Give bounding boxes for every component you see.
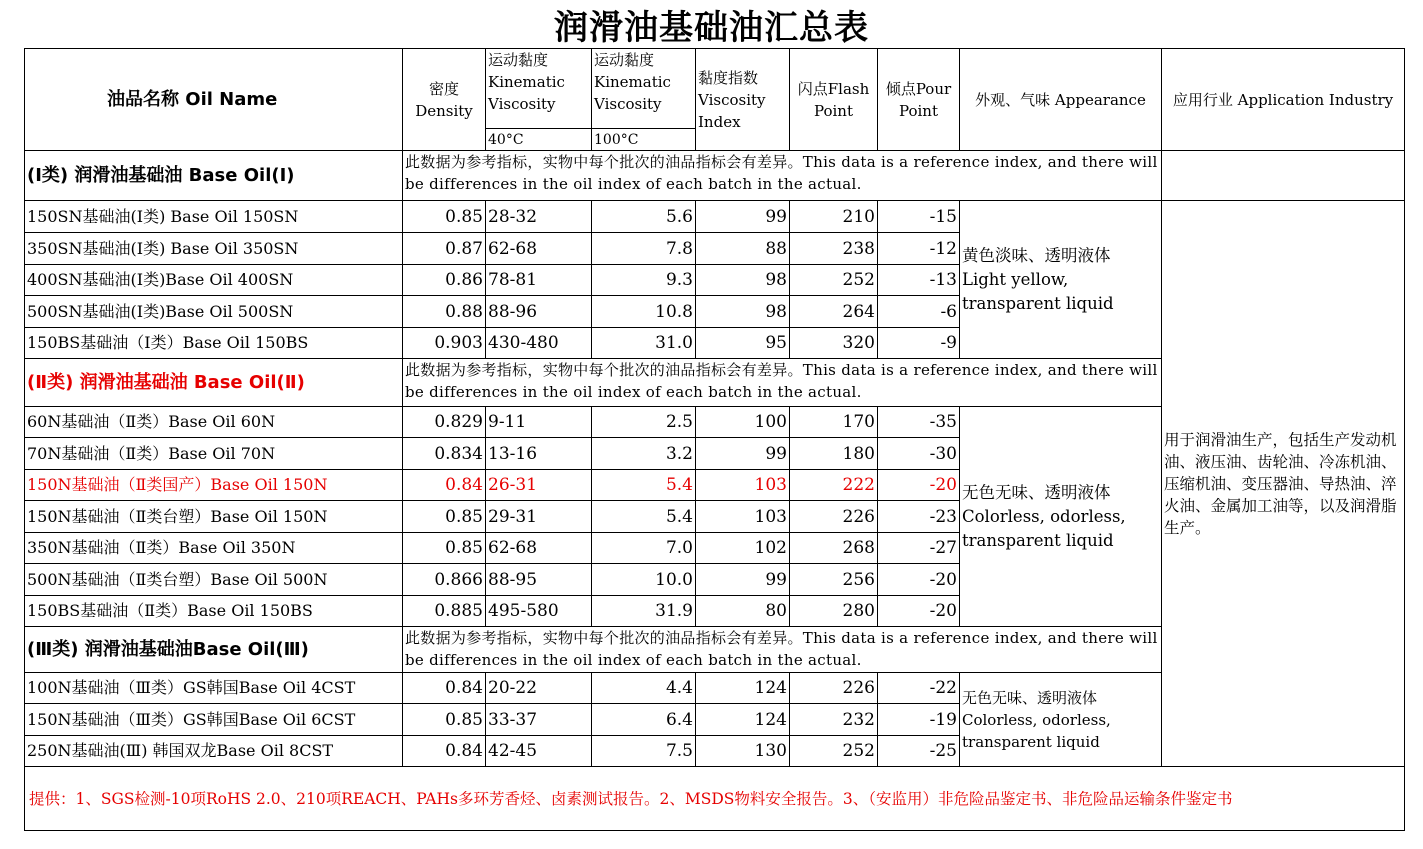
flash-point-cell: 238: [790, 233, 878, 265]
page-title: 润滑油基础油汇总表: [554, 8, 869, 48]
kv40-cell: 13-16: [486, 438, 592, 470]
kv40-cell: 430-480: [486, 328, 592, 359]
oil-name-cell: 400SN基础油(Ⅰ类)Base Oil 400SN: [25, 265, 403, 296]
kv40-cell: 28-32: [486, 201, 592, 233]
base-oil-table: [24, 48, 1405, 831]
oil-name-cell: 150BS基础油（Ⅰ类）Base Oil 150BS: [25, 328, 403, 359]
kv100-cell: 2.5: [592, 407, 696, 438]
density-cell: 0.866: [403, 564, 486, 596]
pour-point-cell: -25: [878, 736, 960, 767]
viscosity-index-cell: 124: [696, 704, 790, 736]
density-cell: 0.903: [403, 328, 486, 359]
oil-name-cell: 100N基础油（Ⅲ类）GS韩国Base Oil 4CST: [25, 673, 403, 704]
kv40-cell: 62-68: [486, 533, 592, 564]
kv40-cell: 42-45: [486, 736, 592, 767]
header-row: [25, 49, 1405, 129]
pour-point-cell: -13: [878, 265, 960, 296]
header-viscosity-index: 黏度指数 Viscosity Index: [696, 49, 790, 151]
header-application-industry: 应用行业 Application Industry: [1162, 49, 1405, 151]
density-cell: 0.86: [403, 265, 486, 296]
kv100-cell: 5.4: [592, 470, 696, 501]
kv100-cell: 3.2: [592, 438, 696, 470]
reference-note: 此数据为参考指标，实物中每个批次的油品指标会有差异。This data is a reference index, and there will be differences in the oil index of each batch in the actual.: [403, 151, 1162, 201]
kv100-cell: 6.4: [592, 704, 696, 736]
kv40-cell: 88-95: [486, 564, 592, 596]
density-cell: 0.834: [403, 438, 486, 470]
oil-name-cell: 150SN基础油(Ⅰ类) Base Oil 150SN: [25, 201, 403, 233]
density-cell: 0.85: [403, 501, 486, 533]
reference-note: 此数据为参考指标，实物中每个批次的油品指标会有差异。This data is a reference index, and there will be differences in the oil index of each batch in the actual.: [403, 627, 1162, 673]
kv40-cell: 62-68: [486, 233, 592, 265]
kv40-cell: 26-31: [486, 470, 592, 501]
viscosity-index-cell: 100: [696, 407, 790, 438]
oil-name-cell: 500N基础油（Ⅱ类台塑）Base Oil 500N: [25, 564, 403, 596]
density-cell: 0.85: [403, 704, 486, 736]
oil-name-cell: 150BS基础油（Ⅱ类）Base Oil 150BS: [25, 596, 403, 627]
kv40-cell: 20-22: [486, 673, 592, 704]
header-kv100: 运动黏度 Kinematic Viscosity: [592, 49, 696, 129]
pour-point-cell: -23: [878, 501, 960, 533]
pour-point-cell: -30: [878, 438, 960, 470]
viscosity-index-cell: 80: [696, 596, 790, 627]
density-cell: 0.84: [403, 470, 486, 501]
kv40-cell: 33-37: [486, 704, 592, 736]
header-kv40-unit: 40°C: [486, 129, 592, 151]
oil-name-cell: 60N基础油（Ⅱ类）Base Oil 60N: [25, 407, 403, 438]
oil-name-cell: 150N基础油（Ⅱ类国产）Base Oil 150N: [25, 470, 403, 501]
viscosity-index-cell: 98: [696, 265, 790, 296]
kv100-cell: 31.9: [592, 596, 696, 627]
density-cell: 0.88: [403, 296, 486, 328]
kv40-cell: 495-580: [486, 596, 592, 627]
viscosity-index-cell: 99: [696, 201, 790, 233]
flash-point-cell: 180: [790, 438, 878, 470]
flash-point-cell: 268: [790, 533, 878, 564]
density-cell: 0.84: [403, 673, 486, 704]
oil-name-cell: 150N基础油（Ⅱ类台塑）Base Oil 150N: [25, 501, 403, 533]
viscosity-index-cell: 130: [696, 736, 790, 767]
header-pour-point: 倾点Pour Point: [878, 49, 960, 151]
group-title: (Ⅱ类) 润滑油基础油 Base Oil(Ⅱ): [25, 359, 403, 407]
header-oil-name: 油品名称 Oil Name: [25, 49, 403, 151]
pour-point-cell: -12: [878, 233, 960, 265]
pour-point-cell: -35: [878, 407, 960, 438]
group-header-row: [25, 151, 1405, 201]
flash-point-cell: 210: [790, 201, 878, 233]
kv100-cell: 5.4: [592, 501, 696, 533]
flash-point-cell: 232: [790, 704, 878, 736]
density-cell: 0.84: [403, 736, 486, 767]
pour-point-cell: -20: [878, 564, 960, 596]
application-industry-cell: 用于润滑油生产，包括生产发动机油、液压油、齿轮油、冷冻机油、压缩机油、变压器油、导热油、淬火油、金属加工油等，以及润滑脂生产。: [1162, 201, 1405, 767]
kv100-cell: 7.0: [592, 533, 696, 564]
appearance-cell: 无色无味、透明液体 Colorless, odorless, transparent liquid: [960, 673, 1162, 767]
viscosity-index-cell: 88: [696, 233, 790, 265]
viscosity-index-cell: 103: [696, 470, 790, 501]
viscosity-index-cell: 102: [696, 533, 790, 564]
viscosity-index-cell: 95: [696, 328, 790, 359]
kv40-cell: 88-96: [486, 296, 592, 328]
flash-point-cell: 256: [790, 564, 878, 596]
viscosity-index-cell: 98: [696, 296, 790, 328]
kv100-cell: 9.3: [592, 265, 696, 296]
kv100-cell: 10.0: [592, 564, 696, 596]
header-kv100-unit: 100°C: [592, 129, 696, 151]
pour-point-cell: -20: [878, 596, 960, 627]
viscosity-index-cell: 99: [696, 564, 790, 596]
flash-point-cell: 252: [790, 736, 878, 767]
kv40-cell: 9-11: [486, 407, 592, 438]
kv40-cell: 78-81: [486, 265, 592, 296]
flash-point-cell: 320: [790, 328, 878, 359]
footer-note: 提供：1、SGS检测-10项RoHS 2.0、210项REACH、PAHs多环芳香烃、卤素测试报告。2、MSDS物料安全报告。3、（安监用）非危险品鉴定书、非危险品运输条件鉴定书: [25, 767, 1405, 831]
flash-point-cell: 280: [790, 596, 878, 627]
pour-point-cell: -22: [878, 673, 960, 704]
flash-point-cell: 226: [790, 673, 878, 704]
industry-blank-cell: [1162, 151, 1405, 201]
appearance-cell: 无色无味、透明液体 Colorless, odorless, transparent liquid: [960, 407, 1162, 627]
flash-point-cell: 264: [790, 296, 878, 328]
pour-point-cell: -27: [878, 533, 960, 564]
density-cell: 0.885: [403, 596, 486, 627]
oil-name-cell: 350SN基础油(Ⅰ类) Base Oil 350SN: [25, 233, 403, 265]
density-cell: 0.85: [403, 201, 486, 233]
pour-point-cell: -9: [878, 328, 960, 359]
kv100-cell: 10.8: [592, 296, 696, 328]
kv100-cell: 7.8: [592, 233, 696, 265]
kv100-cell: 4.4: [592, 673, 696, 704]
reference-note: 此数据为参考指标，实物中每个批次的油品指标会有差异。This data is a reference index, and there will be differences in the oil index of each batch in the actual.: [403, 359, 1162, 407]
viscosity-index-cell: 99: [696, 438, 790, 470]
oil-name-cell: 500SN基础油(Ⅰ类)Base Oil 500SN: [25, 296, 403, 328]
pour-point-cell: -15: [878, 201, 960, 233]
density-cell: 0.829: [403, 407, 486, 438]
pour-point-cell: -20: [878, 470, 960, 501]
pour-point-cell: -19: [878, 704, 960, 736]
oil-name-cell: 250N基础油(Ⅲ) 韩国双龙Base Oil 8CST: [25, 736, 403, 767]
kv100-cell: 7.5: [592, 736, 696, 767]
group-title: (Ⅰ类) 润滑油基础油 Base Oil(Ⅰ): [25, 151, 403, 201]
table-row: [25, 201, 1405, 233]
pour-point-cell: -6: [878, 296, 960, 328]
header-flash-point: 闪点Flash Point: [790, 49, 878, 151]
density-cell: 0.85: [403, 533, 486, 564]
flash-point-cell: 222: [790, 470, 878, 501]
kv100-cell: 5.6: [592, 201, 696, 233]
appearance-cell: 黄色淡味、透明液体 Light yellow, transparent liquid: [960, 201, 1162, 359]
header-appearance: 外观、气味 Appearance: [960, 49, 1162, 151]
flash-point-cell: 226: [790, 501, 878, 533]
flash-point-cell: 170: [790, 407, 878, 438]
kv40-cell: 29-31: [486, 501, 592, 533]
oil-name-cell: 150N基础油（Ⅲ类）GS韩国Base Oil 6CST: [25, 704, 403, 736]
kv100-cell: 31.0: [592, 328, 696, 359]
oil-name-cell: 70N基础油（Ⅱ类）Base Oil 70N: [25, 438, 403, 470]
header-density: 密度 Density: [403, 49, 486, 151]
density-cell: 0.87: [403, 233, 486, 265]
flash-point-cell: 252: [790, 265, 878, 296]
oil-name-cell: 350N基础油（Ⅱ类）Base Oil 350N: [25, 533, 403, 564]
header-kv40: 运动黏度 Kinematic Viscosity: [486, 49, 592, 129]
group-title: (Ⅲ类) 润滑油基础油Base Oil(Ⅲ): [25, 627, 403, 673]
viscosity-index-cell: 103: [696, 501, 790, 533]
viscosity-index-cell: 124: [696, 673, 790, 704]
footer-row: [25, 767, 1405, 831]
